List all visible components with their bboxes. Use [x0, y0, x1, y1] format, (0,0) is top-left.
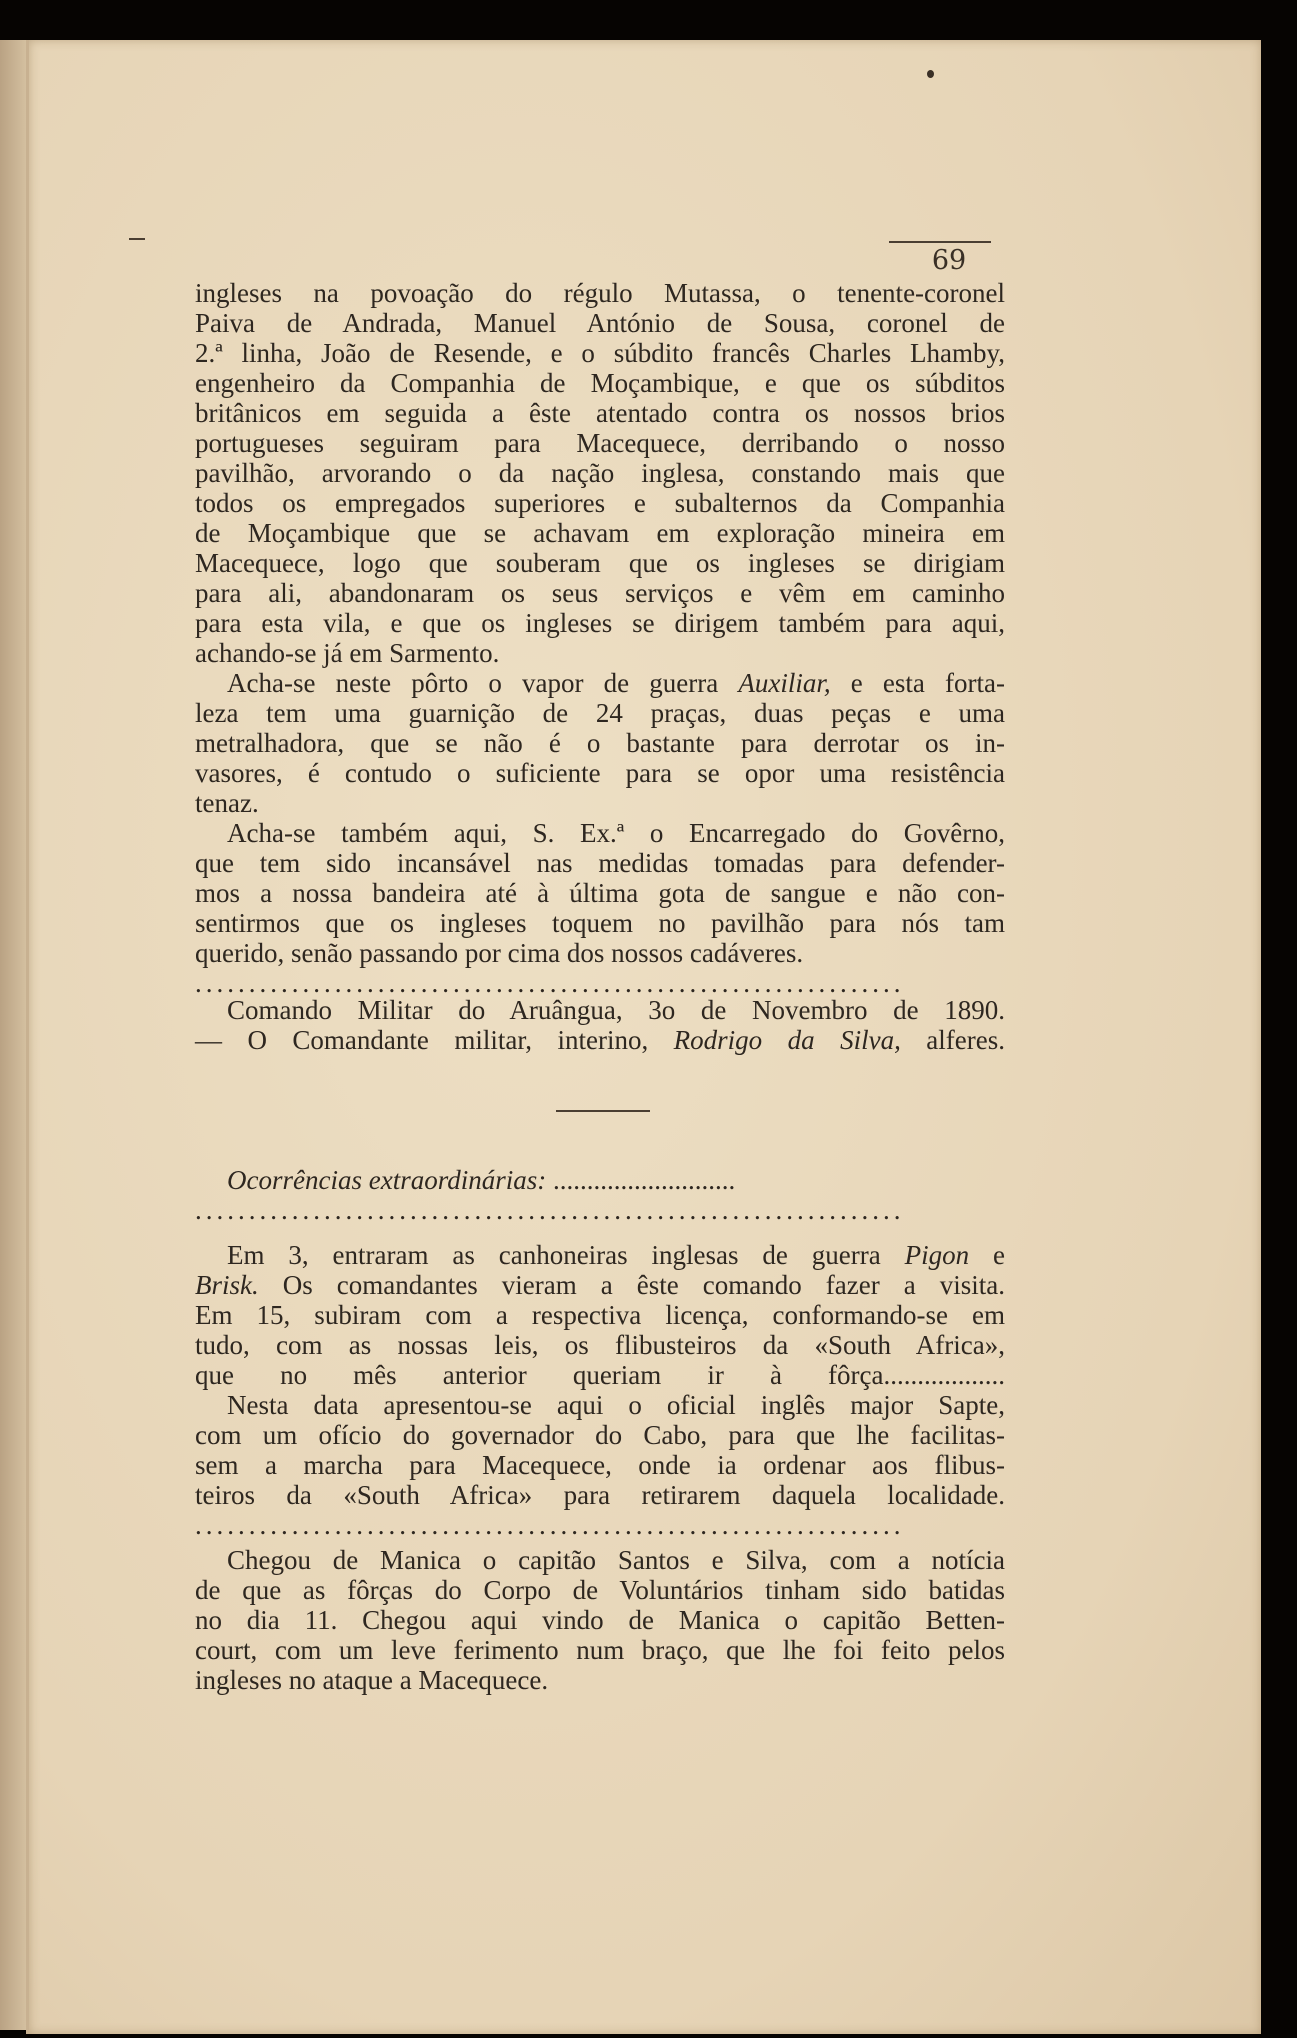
ship-name: Auxiliar,	[738, 668, 831, 698]
paragraph-5	[195, 1390, 1005, 1540]
text-line: que tem sido incansável nas medidas tomadas para defender-	[195, 848, 1005, 878]
paragraph-2	[195, 668, 1005, 818]
text-line: achando-se já em Sarmento.	[195, 638, 500, 668]
text-line: 2.ª linha, João de Resende, e o súbdito francês Charles Lhamby,	[195, 338, 1005, 368]
dotted-leader: ..................................................................	[195, 968, 905, 998]
heading-line	[195, 1165, 1005, 1195]
text-line: sentirmos que os ingleses toquem no pavilhão para nós tam	[195, 908, 1005, 938]
text-line: Paiva de Andrada, Manuel António de Sousa, coronel de	[195, 308, 1005, 338]
text-line: metralhadora, que se não é o bastante para derrotar os in-	[195, 728, 1005, 758]
dotted-leader: ...........................	[552, 1165, 736, 1195]
text-run: alferes.	[900, 1025, 1005, 1055]
text-line: de que as fôrças do Corpo de Voluntários tinham sido batidas	[195, 1575, 1005, 1605]
page-number: 69	[931, 245, 967, 276]
text-line: no dia 11. Chegou aqui vindo de Manica o capitão Betten-	[195, 1605, 1005, 1635]
ink-speck	[927, 70, 934, 78]
ship-name: Pigon	[904, 1240, 970, 1270]
text-line: querido, senão passando por cima dos nossos cadáveres.	[195, 938, 804, 968]
dateline: Comando Militar do Aruângua, 3o de Novembro de 1890.	[227, 995, 1005, 1025]
text-line: ingleses no ataque a Macequece.	[195, 1665, 549, 1695]
dotted-leader: ..................................................................	[195, 1510, 905, 1540]
paragraph-6	[195, 1545, 1005, 1695]
text-line: tenaz.	[195, 788, 259, 818]
header-rule-left	[129, 238, 145, 240]
text-line: tudo, com as nossas leis, os flibusteiros da «South Africa»,	[195, 1330, 1005, 1360]
text-line	[195, 668, 1005, 698]
section-title: Ocorrências extraordinárias:	[227, 1165, 547, 1195]
text-run: — O Comandante militar, interino,	[195, 1025, 674, 1055]
dotted-leader: ..................................................................	[195, 1195, 905, 1225]
text-line: com um ofício do governador do Cabo, para que lhe facilitas-	[195, 1420, 1005, 1450]
paragraph-4	[195, 1240, 1005, 1390]
text-line: mos a nossa bandeira até à última gota de sangue e não con-	[195, 878, 1005, 908]
text-line: Chegou de Manica o capitão Santos e Silva, com a notícia	[227, 1545, 1005, 1575]
signature-line	[195, 1025, 1005, 1055]
text-line: engenheiro da Companhia de Moçambique, e que os súbditos	[195, 368, 1005, 398]
paragraph-3	[195, 818, 1005, 998]
text-line: britânicos em seguida a êste atentado contra os nossos brios	[195, 398, 1005, 428]
text-line: teiros da «South Africa» para retirarem daquela localidade.	[195, 1480, 1005, 1510]
text-line: leza tem uma guarnição de 24 praças, duas peças e uma	[195, 698, 1005, 728]
text-run: e	[969, 1240, 1005, 1270]
text-line: ingleses na povoação do régulo Mutassa, o tenente-coronel	[195, 278, 1005, 308]
text-run: Acha-se neste pôrto o vapor de guerra	[227, 668, 739, 698]
text-line: Nesta data apresentou-se aqui o oficial inglês major Sapte,	[227, 1390, 1005, 1420]
text-line: Macequece, logo que souberam que os ingleses se dirigiam	[195, 548, 1005, 578]
section-divider	[556, 1110, 650, 1112]
text-line: para ali, abandonaram os seus serviços e vêm em caminho	[195, 578, 1005, 608]
text-line	[195, 1270, 1005, 1300]
paragraph-1	[195, 278, 1005, 668]
text-line: Acha-se também aqui, S. Ex.ª o Encarregado do Govêrno,	[227, 818, 1005, 848]
text-line: Em 15, subiram com a respectiva licença, conformando-se em	[195, 1300, 1005, 1330]
text-line: court, com um leve ferimento num braço, que lhe foi feito pelos	[195, 1635, 1005, 1665]
text-run: Em 3, entraram as canhoneiras inglesas de guerra	[227, 1240, 905, 1270]
text-line: portugueses seguiram para Macequece, derribando o nosso	[195, 428, 1005, 458]
header-rule	[889, 241, 991, 243]
ship-name: Brisk.	[195, 1270, 259, 1300]
text-line: para esta vila, e que os ingleses se dirigem também para aqui,	[195, 608, 1005, 638]
text-run: Os comandantes vieram a êste comando fazer a visita.	[258, 1270, 1005, 1300]
text-line	[195, 1240, 1005, 1270]
signature-block	[195, 995, 1005, 1055]
text-line: vasores, é contudo o suficiente para se opor uma resistência	[195, 758, 1005, 788]
text-line: todos os empregados superiores e subalternos da Companhia	[195, 488, 1005, 518]
section-heading	[195, 1165, 1005, 1225]
text-line: sem a marcha para Macequece, onde ia ordenar aos flibus-	[195, 1450, 1005, 1480]
signatory-name: Rodrigo da Silva,	[673, 1025, 901, 1055]
text-line: de Moçambique que se achavam em exploração mineira em	[195, 518, 1005, 548]
text-line: que no mês anterior queriam ir à fôrça..................	[195, 1360, 1005, 1390]
text-line: pavilhão, arvorando o da nação inglesa, constando mais que	[195, 458, 1005, 488]
text-run: e esta forta-	[830, 668, 1006, 698]
